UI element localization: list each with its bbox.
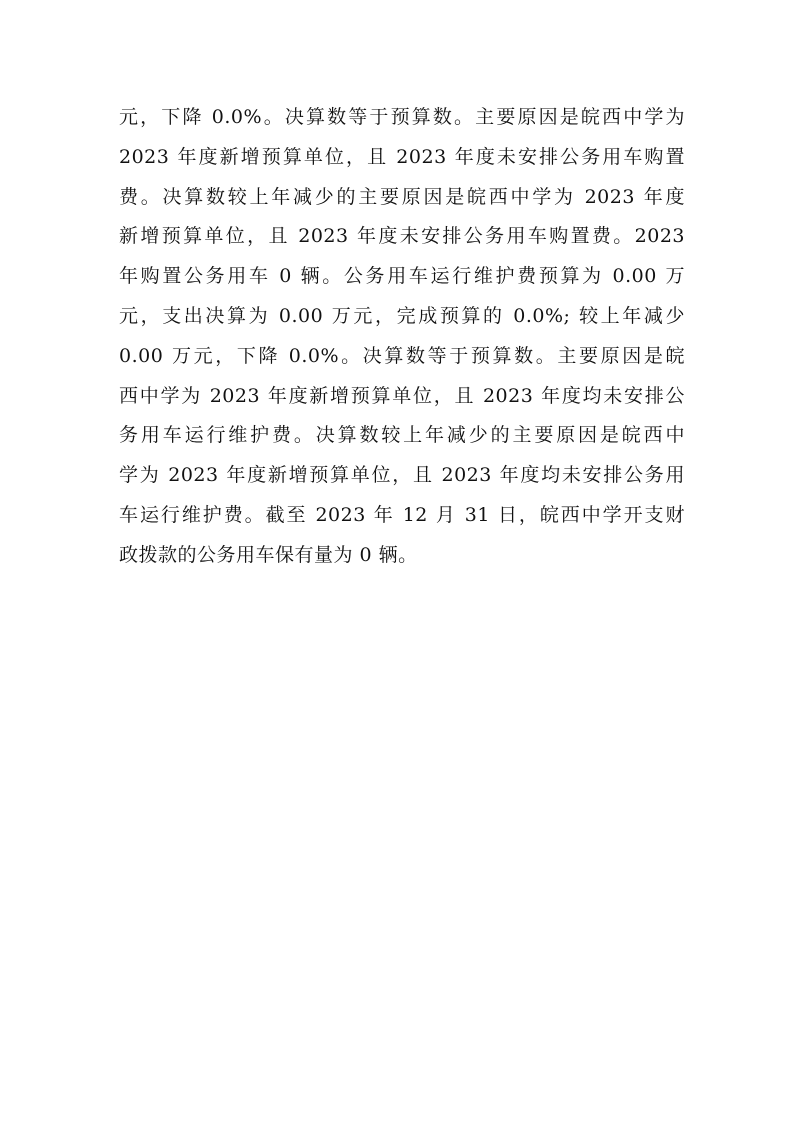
- paragraph-line: 西中学为 2023 年度新增预算单位，且 2023 年度均未安排公: [119, 384, 685, 407]
- paragraph-line: 政拨款的公务用车保有量为 0 辆。: [119, 543, 418, 566]
- paragraph-line: 务用车运行维护费。决算数较上年减少的主要原因是皖西中: [119, 424, 685, 447]
- paragraph-line: 新增预算单位，且 2023 年度未安排公务用车购置费。2023: [119, 225, 685, 248]
- paragraph-line: 0.00 万元，下降 0.0%。决算数等于预算数。主要原因是皖: [119, 344, 685, 367]
- paragraph-line: 车运行维护费。截至 2023 年 12 月 31 日，皖西中学开支财: [119, 503, 685, 526]
- paragraph-line: 学为 2023 年度新增预算单位，且 2023 年度均未安排公务用: [119, 464, 685, 487]
- paragraph-line: 年购置公务用车 0 辆。公务用车运行维护费预算为 0.00 万: [119, 265, 685, 288]
- paragraph-line: 元，支出决算为 0.00 万元，完成预算的 0.0%; 较上年减少: [119, 304, 685, 327]
- paragraph-line: 元，下降 0.0%。决算数等于预算数。主要原因是皖西中学为: [119, 106, 685, 128]
- body-paragraph: [119, 98, 685, 576]
- paragraph-line: 费。决算数较上年减少的主要原因是皖西中学为 2023 年度: [119, 185, 685, 208]
- paragraph-line: 2023 年度新增预算单位，且 2023 年度未安排公务用车购置: [119, 145, 685, 168]
